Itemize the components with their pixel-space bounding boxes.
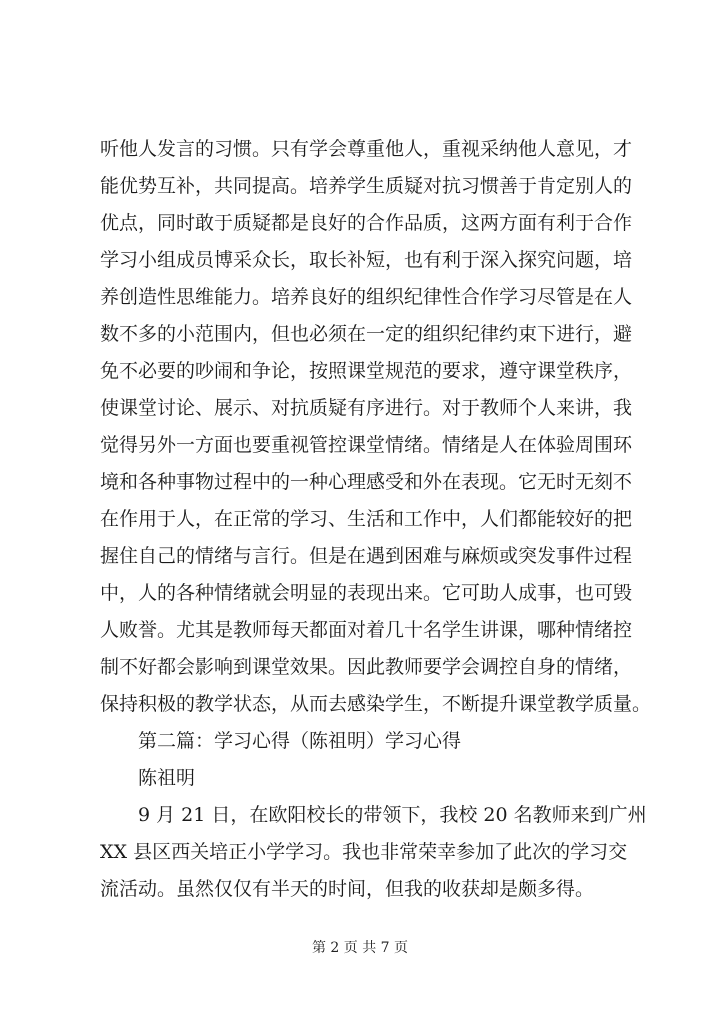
paragraph-line: XX 县区西关培正小学学习。我也非常荣幸参加了此次的学习交	[100, 841, 628, 863]
paragraph-line: 数不多的小范围内，但也必须在一定的组织纪律约束下进行，避	[100, 323, 633, 345]
paragraph-line: 保持积极的教学状态，从而去感染学生，不断提升课堂教学质量。	[100, 693, 652, 715]
paragraph-line: 免不必要的吵闹和争论，按照课堂规范的要求，遵守课堂秩序，	[100, 360, 633, 382]
paragraph-line: 能优势互补，共同提高。培养学生质疑对抗习惯善于肯定别人的	[100, 175, 633, 197]
paragraph-line: 在作用于人，在正常的学习、生活和工作中，人们都能较好的把	[100, 508, 633, 530]
page-number-footer: 第 2 页 共 7 页	[311, 940, 409, 956]
author-name: 陈祖明	[138, 767, 196, 789]
paragraph-line: 中，人的各种情绪就会明显的表现出来。它可助人成事，也可毁	[100, 582, 633, 604]
section-title: 第二篇：学习心得（陈祖明）学习心得	[138, 730, 462, 752]
paragraph-line: 学习小组成员博采众长，取长补短，也有利于深入探究问题，培	[100, 249, 633, 271]
paragraph-line: 觉得另外一方面也要重视管控课堂情绪。情绪是人在体验周围环	[100, 434, 633, 456]
paragraph-line: 制不好都会影响到课堂效果。因此教师要学会调控自身的情绪，	[100, 656, 633, 678]
paragraph-line: 优点，同时敢于质疑都是良好的合作品质，这两方面有利于合作	[100, 212, 633, 234]
paragraph-line: 9 月 21 日，在欧阳校长的带领下，我校 20 名教师来到广州	[138, 804, 647, 826]
paragraph-line: 握住自己的情绪与言行。但是在遇到困难与麻烦或突发事件过程	[100, 545, 633, 567]
paragraph-line: 流活动。虽然仅仅有半天的时间，但我的收获却是颇多得。	[100, 878, 595, 900]
paragraph-line: 人败誉。尤其是教师每天都面对着几十名学生讲课，哪种情绪控	[100, 619, 633, 641]
paragraph-line: 使课堂讨论、展示、对抗质疑有序进行。对于教师个人来讲，我	[100, 397, 633, 419]
paragraph-line: 境和各种事物过程中的一种心理感受和外在表现。它无时无刻不	[100, 471, 633, 493]
paragraph-line: 听他人发言的习惯。只有学会尊重他人，重视采纳他人意见，才	[100, 138, 633, 160]
paragraph-line: 养创造性思维能力。培养良好的组织纪律性合作学习尽管是在人	[100, 286, 633, 308]
